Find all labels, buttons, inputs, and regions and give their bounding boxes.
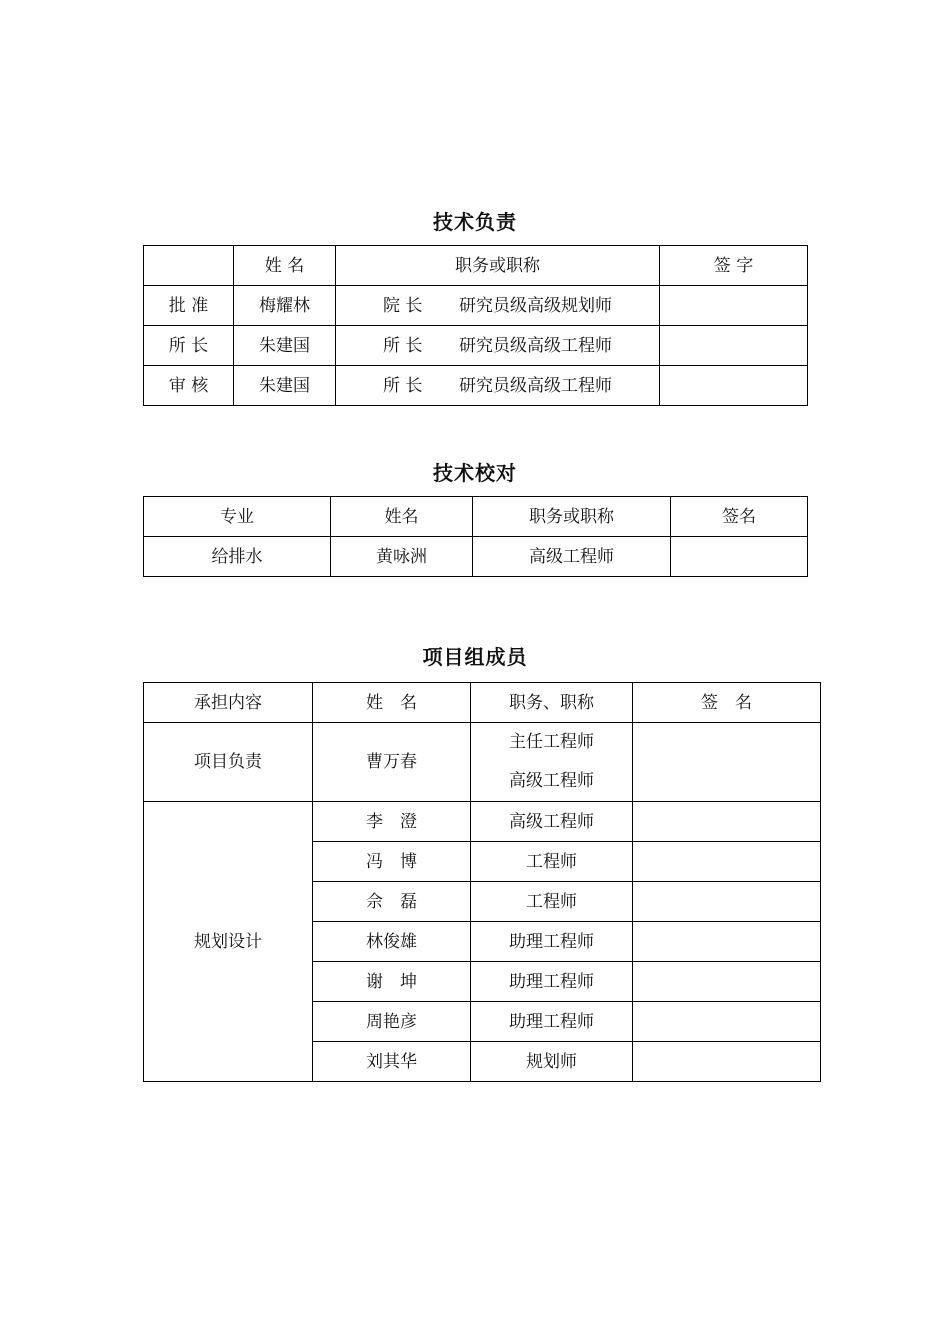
position-cell [336,366,660,406]
task-cell: 规划设计 [144,802,313,1082]
role-cell: 批 准 [144,286,234,326]
header-cell: 专业 [144,497,331,537]
name-cell: 谢 坤 [313,962,471,1002]
table-row [144,537,808,577]
header-cell: 承担内容 [144,683,313,723]
signature-cell [671,537,808,577]
title-cell: 助理工程师 [471,962,633,1002]
table-row [144,802,821,842]
role-cell: 所 长 [144,326,234,366]
position-cell [336,326,660,366]
signature-cell [633,1042,821,1082]
name-cell: 朱建国 [234,366,336,406]
header-cell: 姓 名 [313,683,471,723]
name-cell: 周艳彦 [313,1002,471,1042]
project-members-table [143,682,821,1082]
major-cell: 给排水 [144,537,331,577]
rank-text: 研究员级高级工程师 [459,375,612,396]
header-cell: 姓 名 [234,246,336,286]
tech-lead-table [143,245,808,406]
signature-cell [660,286,808,326]
duty-text: 所 长 [383,375,423,396]
name-cell: 刘其华 [313,1042,471,1082]
signature-cell [633,922,821,962]
header-cell: 签 名 [633,683,821,723]
title-cell: 助理工程师 [471,1002,633,1042]
name-cell: 曹万春 [313,723,471,802]
title-line: 主任工程师 [509,732,594,752]
header-cell [144,246,234,286]
name-cell: 李 澄 [313,802,471,842]
table-row [144,366,808,406]
task-cell: 项目负责 [144,723,313,802]
title-cell [471,723,633,802]
section1-title: 技术负责 [433,210,517,234]
signature-cell [633,1002,821,1042]
table-row [144,723,821,802]
signature-cell [633,802,821,842]
name-cell: 冯 博 [313,842,471,882]
table-header-row [144,683,821,723]
tech-proof-table [143,496,808,577]
table-header-row [144,497,808,537]
name-cell: 黄咏洲 [331,537,473,577]
signature-cell [660,326,808,366]
signature-cell [660,366,808,406]
name-cell: 林俊雄 [313,922,471,962]
signature-cell [633,882,821,922]
title-cell: 规划师 [471,1042,633,1082]
title-cell: 工程师 [471,842,633,882]
section3-title: 项目组成员 [422,645,528,669]
signature-cell [633,962,821,1002]
name-cell: 梅耀林 [234,286,336,326]
header-cell: 姓名 [331,497,473,537]
rank-text: 研究员级高级规划师 [459,295,612,316]
title-cell: 工程师 [471,882,633,922]
signature-cell [633,842,821,882]
duty-text: 所 长 [383,335,423,356]
section2-title: 技术校对 [433,461,517,485]
title-cell: 高级工程师 [471,802,633,842]
table-row [144,286,808,326]
table-row [144,326,808,366]
header-cell: 职务或职称 [336,246,660,286]
position-cell [336,286,660,326]
name-cell: 佘 磊 [313,882,471,922]
rank-text: 研究员级高级工程师 [459,335,612,356]
signature-cell [633,723,821,802]
header-cell: 签 字 [660,246,808,286]
header-cell: 职务或职称 [473,497,671,537]
header-cell: 职务、职称 [471,683,633,723]
title-cell: 高级工程师 [473,537,671,577]
header-cell: 签名 [671,497,808,537]
title-line: 高级工程师 [509,771,594,791]
role-cell: 审 核 [144,366,234,406]
name-cell: 朱建国 [234,326,336,366]
title-cell: 助理工程师 [471,922,633,962]
duty-text: 院 长 [383,295,423,316]
table-header-row [144,246,808,286]
